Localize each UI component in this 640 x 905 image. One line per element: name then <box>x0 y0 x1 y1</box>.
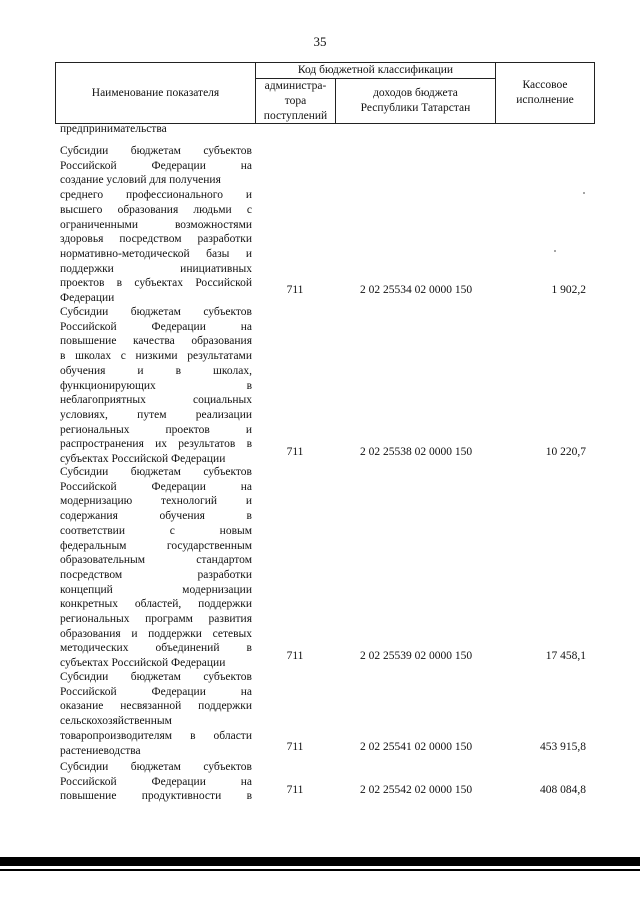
row-1-name: Субсидии бюджетам субъектов Российской Федерации на создание условий для получения среднего профессионального и высшего образования людьми с ограниченными возможностями здоровья посредством разработки нормативно-методической базы и поддержки инициативных проектов в субъектах Российской Федерации <box>60 145 252 305</box>
row-5-sum: 408 084,8 <box>540 784 586 796</box>
row-2-sum: 10 220,7 <box>545 446 586 458</box>
row-2-income-code: 2 02 25538 02 0000 150 <box>359 446 473 458</box>
header-income-column: доходов бюджета Республики Татарстан <box>360 87 471 114</box>
scan-bottom-edge <box>0 857 640 866</box>
header-name-column: Наименование показателя <box>91 87 220 99</box>
continuation-text: предпринимательства <box>60 123 167 135</box>
row-3-name: Субсидии бюджетам субъектов Российской Федерации на модернизацию технологий и содержания обучения в соответствии с новым федеральным государственным образовательным стандартом посредством разработки концепций модернизации конкретных областей, поддержки региональных программ развития образования и поддержки сетевых методических объединений в субъектах Российской Федерации <box>60 466 252 670</box>
row-4-income-code: 2 02 25541 02 0000 150 <box>359 741 473 753</box>
row-3-admin-code: 711 <box>286 650 304 662</box>
row-2-name: Субсидии бюджетам субъектов Российской Федерации на повышение качества образования в школах с низкими результатами обучения и в школах, функционирующих в неблагоприятных социальных условиях, путем реализации региональных проектов и распространения их результатов в субъектах Российской Федерации <box>60 306 252 466</box>
row-2-admin-code: 711 <box>286 446 304 458</box>
row-4-name: Субсидии бюджетам субъектов Российской Федерации на оказание несвязанной поддержки сельскохозяйственным товаропроизводителям в области растениеводства <box>60 671 252 757</box>
row-5-income-code: 2 02 25542 02 0000 150 <box>359 784 473 796</box>
header-sum-column: Кассовое исполнение <box>516 79 574 106</box>
row-1-income-code: 2 02 25534 02 0000 150 <box>359 284 473 296</box>
row-1-admin-code: 711 <box>286 284 304 296</box>
scan-speck <box>554 250 556 252</box>
row-3-sum: 17 458,1 <box>545 650 586 662</box>
row-5-name: Субсидии бюджетам субъектов Российской Федерации на повышение продуктивности в <box>60 761 252 803</box>
scan-bottom-edge-thin <box>0 869 640 871</box>
header-admin-column: администра- тора поступлений <box>263 80 328 122</box>
row-4-admin-code: 711 <box>286 741 304 753</box>
scan-speck <box>583 192 585 194</box>
page-number: 35 <box>313 34 327 49</box>
row-5-admin-code: 711 <box>286 784 304 796</box>
row-3-income-code: 2 02 25539 02 0000 150 <box>359 650 473 662</box>
row-4-sum: 453 915,8 <box>540 741 586 753</box>
header-right-border <box>594 62 595 124</box>
row-1-sum: 1 902,2 <box>551 284 586 296</box>
header-code-group: Код бюджетной классификации <box>297 64 454 76</box>
